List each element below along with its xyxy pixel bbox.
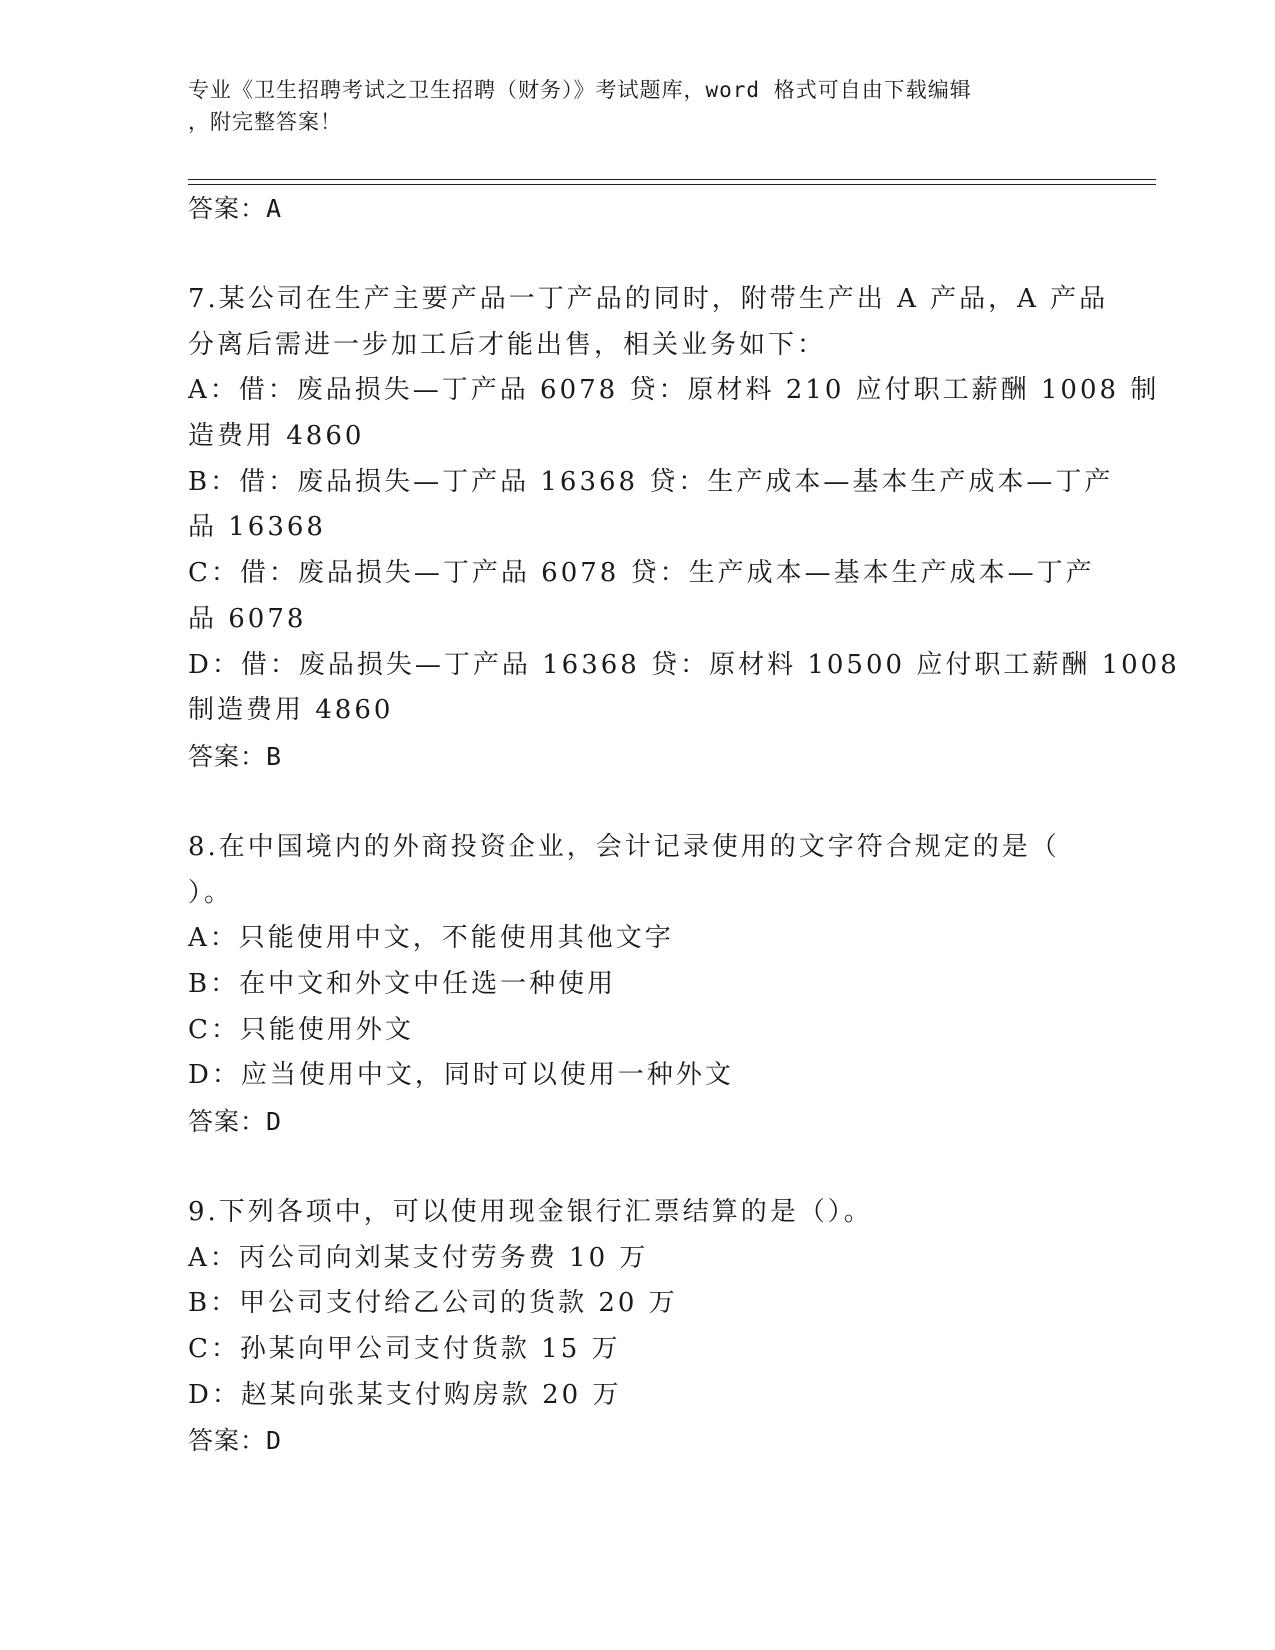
- question-8-option-c: C：只能使用外文: [188, 1014, 414, 1045]
- question-8-stem-line-1: 8.在中国境内的外商投资企业，会计记录使用的文字符合规定的是（: [188, 831, 1060, 862]
- question-7-option-b-line-1: B：借：废品损失—丁产品 16368 贷：生产成本—基本生产成本—丁产: [188, 466, 1114, 497]
- header-rule-top: [188, 179, 1156, 180]
- question-8-option-b: B：在中文和外文中任选一种使用: [188, 968, 617, 999]
- question-7-option-a-line-1: A：借：废品损失—丁产品 6078 贷：原材料 210 应付职工薪酬 1008 制: [188, 375, 1160, 406]
- question-8: [188, 825, 1108, 1145]
- spacer: [188, 232, 1108, 277]
- question-9: [188, 1190, 1108, 1464]
- document-body: [188, 186, 1180, 1464]
- question-7-stem-line-2: 分离后需进一步加工后才能出售，相关业务如下：: [188, 329, 827, 360]
- header-rule-bottom: [188, 184, 1156, 185]
- spacer: [188, 780, 1108, 825]
- question-7-option-b-line-2: 品 16368: [188, 512, 326, 543]
- question-9-option-a: A：丙公司向刘某支付劳务费 10 万: [188, 1242, 649, 1273]
- question-7-option-d-line-2: 制造费用 4860: [188, 695, 394, 726]
- question-7: [188, 277, 1180, 780]
- question-7-option-c-line-1: C：借：废品损失—丁产品 6078 贷：生产成本—基本生产成本—丁产: [188, 558, 1095, 589]
- header-line-2: ，附完整答案！: [188, 110, 342, 134]
- question-8-answer: 答案：D: [188, 1107, 283, 1136]
- question-8-option-d: D：应当使用中文，同时可以使用一种外文: [188, 1060, 734, 1091]
- question-7-option-d-line-1: D：借：废品损失—丁产品 16368 贷：原材料 10500 应付职工薪酬 1008: [188, 649, 1180, 680]
- spacer: [188, 1145, 1108, 1190]
- question-7-stem-line-1: 7.某公司在生产主要产品一丁产品的同时，附带生产出 A 产品，A 产品: [188, 284, 1109, 314]
- question-9-stem: 9.下列各项中，可以使用现金银行汇票结算的是（）。: [188, 1197, 873, 1227]
- question-9-option-b: B：甲公司支付给乙公司的货款 20 万: [188, 1288, 678, 1319]
- header-line-1: 专业《卫生招聘考试之卫生招聘（财务）》考试题库，word 格式可自由下载编辑: [188, 78, 972, 102]
- question-8-stem-line-2: ）。: [188, 877, 234, 908]
- question-9-answer: 答案：D: [188, 1426, 283, 1456]
- document-header: [188, 74, 1088, 138]
- question-8-option-a: A：只能使用中文，不能使用其他文字: [188, 923, 674, 954]
- question-9-option-d: D：赵某向张某支付购房款 20 万: [188, 1379, 622, 1410]
- question-7-answer: 答案：B: [188, 741, 283, 771]
- answer-previous: 答案：A: [188, 194, 283, 223]
- question-7-option-c-line-2: 品 6078: [188, 603, 307, 634]
- question-7-option-a-line-2: 造费用 4860: [188, 421, 365, 452]
- question-9-option-c: C：孙某向甲公司支付货款 15 万: [188, 1334, 621, 1365]
